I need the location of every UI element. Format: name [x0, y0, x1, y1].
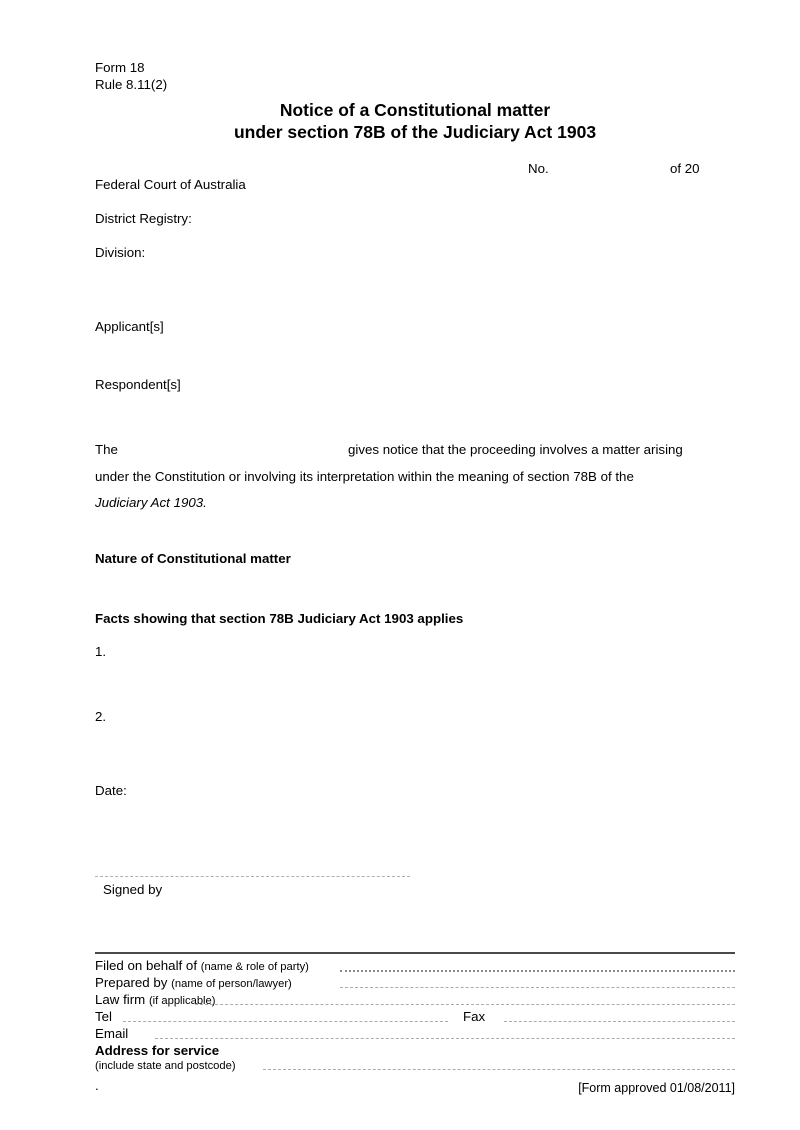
form-number: Form 18	[95, 60, 145, 75]
applicants-label: Applicant[s]	[95, 319, 164, 334]
address-for-service-hint: (include state and postcode)	[95, 1060, 236, 1072]
date-label: Date:	[95, 783, 127, 798]
facts-heading: Facts showing that section 78B Judiciary Act 1903 applies	[95, 611, 464, 626]
prepared-by-label	[95, 975, 292, 992]
notice-paragraph-line1: gives notice that the proceeding involves a matter arising	[348, 442, 683, 457]
filed-on-behalf-hint: (name & role of party)	[200, 961, 309, 973]
email-label: Email	[95, 1026, 129, 1041]
notice-paragraph-line2: under the Constitution or involving its interpretation within the meaning of section 78B of the	[95, 469, 634, 484]
notice-paragraph-lead: The	[95, 442, 118, 457]
signed-by-label: Signed by	[103, 882, 163, 897]
tel-label: Tel	[95, 1009, 112, 1024]
fax-label: Fax	[463, 1009, 486, 1024]
fact-item-1: 1.	[95, 644, 107, 659]
address-for-service-field[interactable]	[263, 1069, 735, 1070]
form-approval-note: [Form approved 01/08/2011]	[578, 1081, 735, 1095]
signature-line[interactable]	[95, 876, 410, 877]
filed-on-behalf-label	[95, 958, 309, 975]
tel-field[interactable]	[123, 1021, 448, 1022]
law-firm-field[interactable]	[195, 1004, 735, 1005]
law-firm-label	[95, 992, 216, 1009]
prepared-by-label-text: Prepared by	[95, 975, 168, 990]
footer-divider	[95, 952, 735, 954]
fax-field[interactable]	[504, 1021, 735, 1022]
notice-paragraph-act-name: Judiciary Act 1903.	[95, 495, 207, 510]
form-title	[95, 100, 735, 143]
nature-heading: Nature of Constitutional matter	[95, 551, 291, 566]
prepared-by-hint: (name of person/lawyer)	[171, 978, 292, 990]
filed-on-behalf-field[interactable]	[340, 970, 735, 972]
division-label: Division:	[95, 245, 146, 260]
case-year-label: of 20	[670, 161, 700, 176]
district-registry-label: District Registry:	[95, 211, 192, 226]
rule-number: Rule 8.11(2)	[95, 77, 168, 92]
respondents-label: Respondent[s]	[95, 377, 181, 392]
form-title-line1: Notice of a Constitutional matter	[279, 100, 551, 120]
email-field[interactable]	[155, 1038, 735, 1039]
fact-item-2: 2.	[95, 709, 107, 724]
case-number-label: No.	[528, 161, 549, 176]
court-name: Federal Court of Australia	[95, 177, 246, 192]
address-for-service-label: Address for service	[95, 1043, 220, 1058]
form-title-line2: under section 78B of the Judiciary Act 1903	[233, 121, 597, 142]
law-firm-label-text: Law firm	[95, 992, 146, 1007]
filed-on-behalf-label-text: Filed on behalf of	[95, 958, 198, 973]
prepared-by-field[interactable]	[340, 987, 735, 988]
trailing-period: .	[95, 1078, 99, 1093]
law-firm-hint: (if applicable)	[148, 995, 216, 1007]
